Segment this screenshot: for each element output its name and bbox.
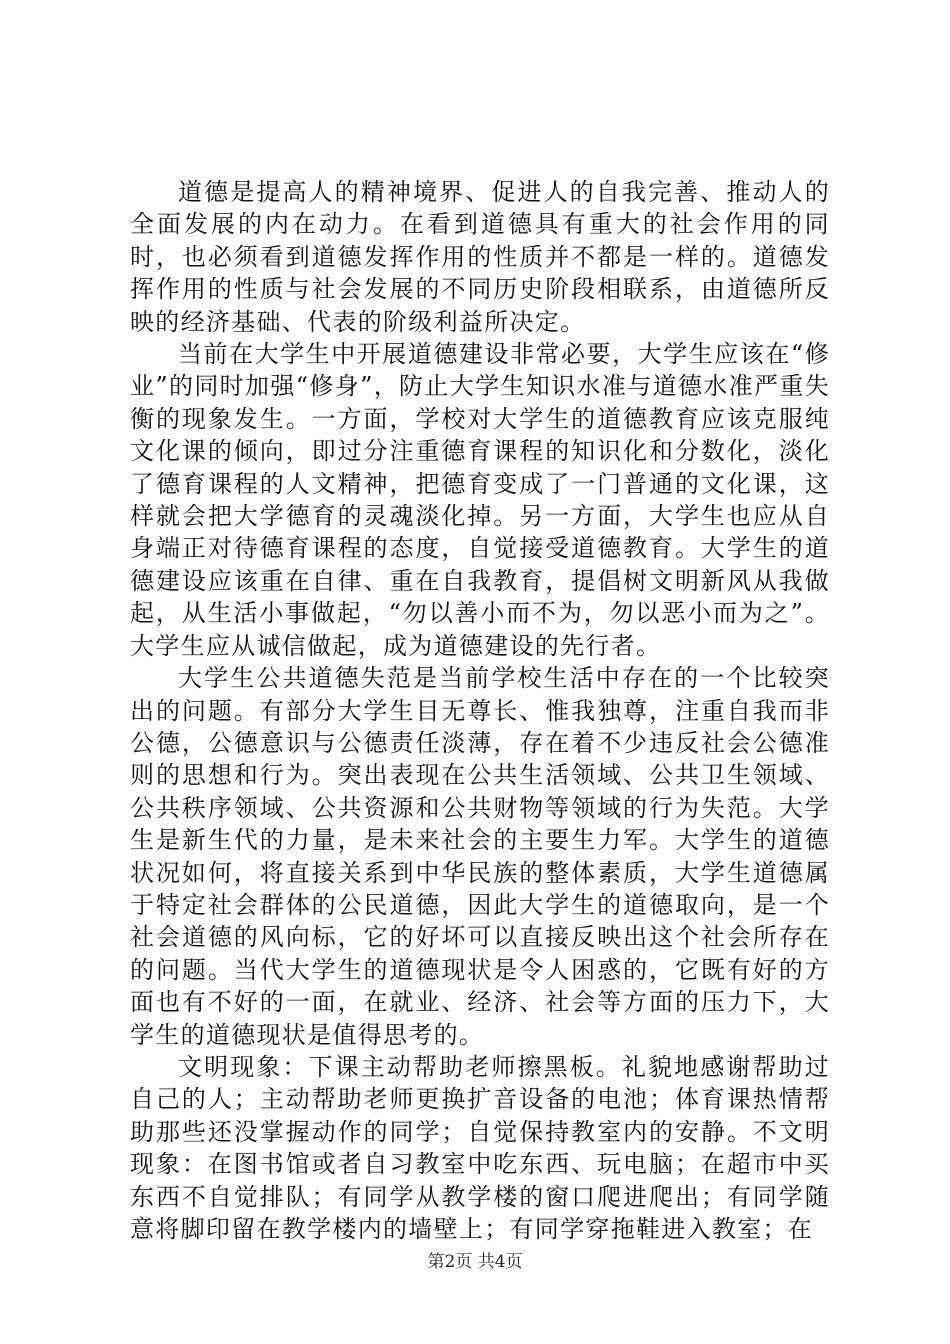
- paragraph-civilized-behaviors: 文明现象：下课主动帮助老师擦黑板。礼貌地感谢帮助过自己的人；主动帮助老师更换扩音设备的电池；体育课热情帮助那些还没掌握动作的同学；自觉保持教室内的安静。不文明现象：在图书馆或者自习教室中吃东西、玩电脑；在超市中买东西不自觉排队；有同学从教学楼的窗口爬进爬出；有同学随意将脚印留在教学楼内的墙壁上；有同学穿拖鞋进入教室；在: [130, 1052, 830, 1243]
- body-text: [130, 176, 830, 1245]
- paragraph-public-morality: 大学生公共道德失范是当前学校生活中存在的一个比较突出的问题。有部分大学生目无尊长、惟我独尊，注重自我而非公德，公德意识与公德责任淡薄，存在着不少违反社会公德准则的思想和行为。突出表现在公共生活领域、公共卫生领域、公共秩序领域、公共资源和公共财物等领域的行为失范。大学生是新生代的力量，是未来社会的主要生力军。大学生的道德状况如何，将直接关系到中华民族的整体素质，大学生道德属于特定社会群体的公民道德，因此大学生的道德取向，是一个社会道德的风向标，它的好坏可以直接反映出这个社会所存在的问题。当代大学生的道德现状是令人困惑的，它既有好的方面也有不好的一面，在就业、经济、社会等方面的压力下，大学生的道德现状是值得思考的。: [130, 664, 830, 1049]
- paragraph-moral-construction: 当前在大学生中开展道德建设非常必要，大学生应该在“修业”的同时加强“修身”，防止大学生知识水准与道德水准严重失衡的现象发生。一方面，学校对大学生的道德教育应该克服纯文化课的倾向，即过分注重德育课程的知识化和分数化，淡化了德育课程的人文精神，把德育变成了一门普通的文化课，这样就会把大学德育的灵魂淡化掉。另一方面，大学生也应从自身端正对待德育课程的态度，自觉接受道德教育。大学生的道德建设应该重在自律、重在自我教育，提倡树文明新风从我做起，从生活小事做起，“勿以善小而不为，勿以恶小而为之”。大学生应从诚信做起，成为道德建设的先行者。: [130, 340, 830, 660]
- page-footer: 第2页 共4页: [427, 1252, 523, 1272]
- paragraph-morality-definition: 道德是提高人的精神境界、促进人的自我完善、推动人的全面发展的内在动力。在看到道德具有重大的社会作用的同时，也必须看到道德发挥作用的性质并不都是一样的。道德发挥作用的性质与社会发展的不同历史阶段相联系，由道德所反映的经济基础、代表的阶级利益所决定。: [130, 178, 830, 336]
